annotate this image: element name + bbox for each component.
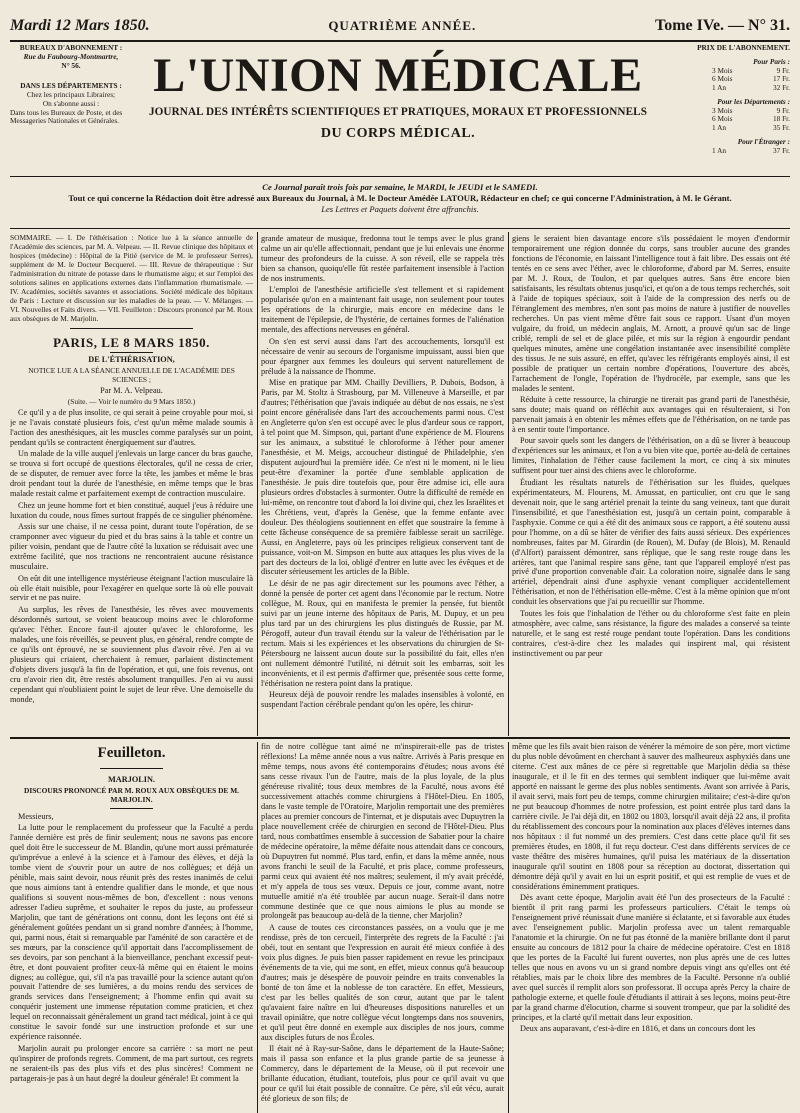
paragraph: On s'en est servi aussi dans l'art des accouchements, lorsqu'il est nécessaire de venir au secours de l'organisme impuissant, aussi bien que pour épargner aux femmes les douleurs qui servent naturellement de prélude à la naissance de l'homme. [261, 336, 504, 376]
feuilleton-subtitle: DISCOURS PRONONCÉ PAR M. ROUX AUX OBSÈQUES DE M. MARJOLIN. [23, 785, 240, 804]
paragraph: Réduite à cette ressource, la chirurgie ne tirerait pas grand parti de l'anesthésie, sans doute; mais quand on réfléchit aux avantages qui en résulteraient, si l'on parvenait jamais à en obtenir les mêmes effets que de l'éthérisation, on ne tarde pas à en sentir toute l'importance. [512, 395, 790, 434]
paragraph: Il était né à Ray-sur-Saône, dans le département de la Haute-Saône; mais il passa son enfance et la plus grande partie de sa jeunesse à Commercy, dans le département de la Meuse, où il put recevoir une brillante éducation, étudiant, toutefois, plus pour ce qu'il avait vu que pour ce qu'il lui était possible de connaître. Ce père, s'il eût vécu, aurait été glorieux de son fils; de [261, 1044, 504, 1103]
price-group-label: Pour les Départements : [717, 96, 790, 106]
departments-heading: DANS LES DÉPARTEMENTS : [20, 81, 122, 91]
notice-line3: Les Lettres et Paquets doivent être affranchis. [321, 204, 479, 215]
column-rule [508, 232, 509, 736]
issue-year: QUATRIÈME ANNÉE. [328, 18, 477, 33]
paragraph: On eût dit une intelligence mystérieuse éteignant l'action musculaire là où elle était nuisible, pour l'exagérer en quelque sorte là où elle pouvait servir et ne pas nuire. [10, 573, 253, 603]
feuilleton-column-1 [10, 742, 253, 1113]
price-row [662, 115, 790, 124]
divider [110, 352, 153, 353]
price-term: 3 Mois [712, 65, 733, 75]
issue-date: Mardi 12 Mars 1850. [10, 17, 150, 34]
paragraph: Le désir de ne pas agir directement sur les poumons avec l'éther, a donné la pensée de porter cet agent dans l'économie par le rectum. Notre collègue, M. Roux, qui en manifesta le premier la pensée, fut bientôt suivi par un jeune interne des hôpitaux de Paris, M. Dupuy, et un peu plus tard par un des chirurgiens les plus distingués de Russie, par M. Pérogoff, auteur d'un travail étendu sur la valeur de l'éthérisation par le rectum. Mais si les expériences et les observations du chirurgien de St-Pétersbourg ne laissent aucun doute sur la possibilité du fait, elles n'en ont nullement démontré l'utilité, ni détruit soit les embarras, soit les inconvénients, et il est permis d'affirmer que, présentée sous cette forme, l'éthérisation ne restera point dans la pratique. [261, 578, 504, 688]
publication-notice [10, 182, 790, 216]
notice-line2: Tout ce qui concerne la Rédaction doit être adressé aux Bureaux du Journal, à M. le Docteur Amédée LATOUR, Rédacteur en chef; ce qui concerne l'Administration, à M. le Gérant. [68, 193, 732, 204]
paragraph: Assis sur une chaise, il ne cessa point, durant toute l'opération, de se cramponner avec vigueur du pied et du bras sains à la table et contre un pilier voisin, pendant que de l'autre côté la luxation se réduisait avec une extrême facilité, que nos tractions ne rencontraient aucune résistance musculaire. [10, 522, 253, 572]
price-row [662, 75, 790, 84]
divider [110, 808, 153, 809]
price-groups [662, 58, 790, 156]
column-2 [261, 234, 504, 733]
masthead-topline [10, 14, 790, 38]
price-term: 3 Mois [712, 105, 733, 115]
newspaper-title: L'UNION MÉDICALE [153, 49, 643, 102]
price-value: 37 Fr. [772, 145, 790, 155]
paragraph: Heureux déjà de pouvoir rendre les malades insensibles à volonté, en suspendant l'action cérébrale pendant qu'on les opère, les chirur- [261, 690, 504, 710]
price-value: 35 Fr. [772, 123, 790, 132]
price-term: 1 An [712, 123, 726, 132]
price-term: 1 An [712, 145, 726, 155]
column-rule [257, 232, 258, 736]
paragraph: Un malade de la ville auquel j'enlevais un large cancer du bras gauche, se trouva si fort occupé de questions électorales, qu'il ne cessa de crier, de se disputer, de remuer avec force la tête, les jambes et même le bras droit pendant tout la durée de l'anesthésie, en même temps que le bras malade restait calme et parfaitement exempt de contraction musculaire. [10, 449, 253, 499]
price-value: 17 Fr. [772, 74, 790, 84]
header-bottom-rule [10, 228, 790, 229]
feuilleton-column-2 [261, 742, 504, 1113]
paragraph: Marjolin aurait pu prolonger encore sa carrière : sa mort ne peut qu'inspirer de profonds regrets. Comment, de ma part surtout, ces regrets ne seraient-ils pas des plus vifs et des plus sincères! Comment ne partagerais-je pas à un haut degré la douleur générale! Et comment la [10, 1043, 253, 1083]
paragraph: même que les fils avait bien raison de vénérer la mémoire de son père, mort victime du plus noble dévoûment en cherchant à sauver des malheureux asphyxiés dans une citerne. C'est aux mânes de ce père si regrettable que Marjolin dédia sa thèse inaugurale, et il le fit en des termes qui semblent indiquer que lui-même avait apporté en naissant le germe des plus nobles sentiments. Avant son arrivée à Paris, il avait servi, mais fort peu de temps, comme chirurgien militaire; c'est-à-dire qu'on ne put beaucoup d'hommes de notre profession, est point entrée plus tard dans la carrière civile. Je l'ai déjà dit, en 1802 ou 1803, lorsqu'il avait déjà 22 ans, il profita du rétablissement des concours pour la nomination aux places d'élèves internes dans nos hôpitaux : il fut nommé un des premiers. C'est dans cette place qu'il fit ses premières études, en 1808, il fut reçu docteur. C'est dans différents services de ce vaste théâtre des misères humaines, qu'il puisa les matériaux de la dissertation inaugurale qu'il soutint en 1808 pour sa réception au doctorat, dissertation qui démontre déjà qu'il y avait en lui un esprit positif, et qui est remplie de vues et de considérations éminemment pratiques. [512, 742, 790, 891]
salutation: Messieurs, [18, 811, 54, 821]
price-value: 9 Fr. [776, 105, 790, 115]
price-value: 32 Fr. [772, 83, 790, 92]
paragraph: Étudiant les résultats naturels de l'éthérisation sur les fluides, quelques expérimentateurs, M. Flourens, M. Amussat, en particulier, ont cru que le sang devenait noir, que le sang artériel prenait la teinte du sang veineux, tant que durait l'insensibilité, et que l'anesthésiation est, jusqu'à un certain point, comparable à l'asphyxie. Comme ce qui a été dit des animaux sous ce rapport, a été soutenu aussi pour l'homme, on a dû se hâter de vérifier des faits aussi sérieux. Des expériences nombreuses, faites par M. Girardin (de Rouen), M. Dufay (de Blois), M. Renauld (d'Alfort) paraissent démontrer, sans réplique, que le sang reste rouge dans les artères, tant que l'animal respire sans gêne, tant que l'appareil employé n'est pas privé d'une proportion convenable d'air. La coloration noire, signalée dans le sang artériel, dépendrait ainsi d'une asphyxie venant compliquer accidentellement l'éthérisation, et non de l'éthérisation elle-même. C'est à la même opinion que m'ont conduit les observations que j'ai pu recueillir sur l'homme. [512, 477, 790, 607]
article-author: Par M. A. Velpeau. [100, 386, 163, 396]
masthead [136, 49, 660, 142]
price-value: 9 Fr. [776, 65, 790, 75]
paragraph: Au surplus, les rêves de l'anesthésie, les rêves avec mouvements désordonnés surtout, se voient beaucoup moins avec le chloroforme qu'avec l'éther. Encore faut-il ajouter qu'avec le chloroforme, les malades, une fois réveillés, se peuvent plus, en général, rendre compte de ce qu'ils ont éprouvé, ne se souviennent plus d'avoir rêvé. J'en ai vu plusieurs qui criaient, cherchaient à remuer, parlaient distinctement d'objets divers jusqu'à la fin de l'opération, et qui, une fois revenus, ont cru n'avoir rien dit, être restés absolument tranquilles. J'en ai vu aussi cependant qui n'oubliaient point le sujet de leur rêve. Une demoiselle du monde, [10, 604, 253, 704]
column-rule [257, 742, 258, 1113]
paragraph: Ce qu'il y a de plus insolite, ce qui serait à peine croyable pour moi, si je ne l'avais constaté plusieurs fois, c'est qu'un même malade soumis à l'action des anesthésiques, ait les muscles comme paralysés sur un point, pendant qu'ils se contractent énergiquement sur d'autres. [10, 408, 253, 447]
feuilleton-label: Feuilleton. [97, 745, 166, 761]
price-group-label: Pour Paris : [753, 56, 790, 66]
paragraph: Pour savoir quels sont les dangers de l'éthérisation, on a dû se livrer à beaucoup d'expériences sur les animaux, et l'on a vu bien vite que, portée au-delà de certaines limites, l'inhalation de l'éther cause facilement la mort, ce cinq à six minutes suffisent pour tuer ainsi des chiens avec le chloroforme. [512, 436, 790, 476]
bureaux-line3: Dans tous les Bureaux de Poste, et des Messageries Nationales et Générales. [10, 107, 123, 126]
column-1 [10, 234, 253, 733]
divider [100, 768, 163, 769]
paragraph: Dès avant cette époque, Marjolin avait été l'un des prosecteurs de la Faculté : bientôt il prit rang parmi les professeurs particuliers. C'était le temps où l'enseignement privé réunissait d'une manière si éclatante, et si favorable aux études avec l'enseignement public. Marjolin professa avec un talent remarquable l'anatomie et la chirurgie. On ne fut pas étonné de la manière brillante dont il parut ensuite au concours de 1812 pour la chaire de médecine opératoire. C'est en 1818 que les portes de la Faculté lui furent ouvertes, non plus après une de ces luttes telles que nous en avons vu un si grand nombre depuis vingt ans qu'elles ont été rétablies, mais par le choix libre des membres de la Faculté. Personne n'a oublié avec quel succès il remplit alors son professorat. Il occupa après Percy la chaire de pathologie externe, et quelle foule d'étudiants il attirait à ses leçons, moins peut-être par la grand charme d'élocution, charme si souvent trompeur, que par la solidité des principes, et la clarté qu'il mettait dans leur exposition. [512, 893, 790, 1022]
paragraph: La lutte pour le remplacement du professeur que la Faculté a perdu l'année dernière est près de finir seulement; nous ne savons pas encore quel doit être le successeur de M. Blandin, qu'une mort aussi prématurée qu'imprévue a enlevé à la science et à l'amour des élèves, et déjà la tombe vient de s'ouvrir pour un autre de nos collègues; et déjà un pénible, mais saint devoir, nous réunit près des restes inanimés de celui que nous aimions tant à entendre qualifier dans le monde, et que nous qualifions si souvent nous-mêmes de bon, d'excellent : nous venons adresser l'adieu suprême, et souhaiter le repos du juste, au professeur Marjolin, que tant de générations ont connu, dont les leçons ont été si généralement goûtées pendant un si grand nombre d'années; à l'homme, qui, parmi nous, était si remarquable par l'aménité de son caractère et de ses mœurs, par la conscience qu'il apportait dans l'accomplissement de ses devoirs, par son penchant à la bienveillance, penchant excessif peut-être, et dont pouvaient profiter ceux-là même qui en étaient le moins dignes; au collègue, qui, s'il n'a pas travaillé pour la science autant qu'on pouvait l'attendre de ses lumières, a du moins rendu des services de grands services dans l'enseignement; à l'homme enfin qui avait su conquérir justement une immense réputation comme praticien, et chez lequel on reconnaissait généralement un grand tact médical, joint à ce qui constitue le savoir fondé sur une instruction profonde et sur une expérience raisonnée. [10, 822, 253, 1042]
paragraph: Toutes les fois que l'inhalation de l'éther ou du chloroforme s'est faite en plein atmosphère, avec calme, sans résistance, la figure des malades a conservé sa teinte naturelle, et le sang est resté rouge pendant toute l'opération. Dans les conditions contraires, c'est-à-dire chez les malades qui inspirent mal, qui résistent instinctivement ou par peur [512, 608, 790, 658]
top-rule [10, 40, 790, 42]
newspaper-subtitle2: DU CORPS MÉDICAL. [320, 126, 476, 141]
feuilleton-rule [10, 737, 790, 739]
bureaux-heading: BUREAUX D'ABONNEMENT : [19, 43, 123, 52]
feuilleton-title: MARJOLIN. [108, 775, 155, 785]
issue-volume: Tome IVe. — N° 31. [655, 17, 790, 34]
newspaper-subtitle: JOURNAL DES INTÉRÊTS SCIENTIFIQUES ET PRATIQUES, MORAUX ET PROFESSIONNELS [148, 106, 648, 118]
bureaux-line2: On s'abonne aussi : [42, 98, 100, 108]
paragraph: Chez un jeune homme fort et bien constitué, auquel j'eus à réduire une luxation du coude, nous fîmes surtout frappés de ce singulier phénomène. [10, 500, 253, 520]
price-row [662, 147, 790, 156]
notice-line1: Ce Journal paraît trois fois par semaine, le MARDI, le JEUDI et le SAMEDI. [262, 182, 538, 192]
price-row [662, 84, 790, 93]
paragraph: Deux ans auparavant, c'est-à-dire en 1816, et dans un concours dont les [520, 1024, 756, 1034]
article-subheading: NOTICE LUE A LA SÉANCE ANNUELLE DE L'ACADÉMIE DES SCIENCES ; [28, 365, 235, 384]
prices-heading: PRIX DE L'ABONNEMENT. [697, 43, 790, 52]
paragraph: giens le seraient bien davantage encore s'ils possédaient le moyen d'endormir temporairement une région donnée du corps, sans troubler aucune des grandes fonctions de l'économie, en laissant l'intelligence tout à fait libre. Des essais ont été tentés en ce sens avec l'éther, avec le chloroforme, d'abord par M. Serres, ensuite par M. J. Roux, de Toulon, et par quelques autres. Sans être encore bien satisfaisants, les résultats obtenus jusqu'ici, et qu'on a de tous temps recherchés, soit à l'aide de topiques spéciaux, soit à l'aide de la compression des nerfs ou de l'étranglement des membres, n'en sont pas moins de nature à justifier de nouvelles recherches. Un pas vient même d'être fait sous ce rapport. Usant d'un moyen vulgaire, du froid, un médecin anglais, M. Arnott, a prouvé qu'un sac de linge criblé, rempli de sel et de glace pilée, et mis sur la région à engourdir pendant quelques minutes, amène une congélation instantanée avec insensibilité complète des tissus. Je ne suis assuré, en effet, qu'avec les réfrigérants employés ainsi, il est possible de pratiquer un certain nombre d'opérations, l'ouverture des abcès, l'arrachement de l'ongle, l'opération de l'hydrocèle, par exemple, sans que les malades le sentent. [512, 234, 790, 393]
bureaux-line1: Chez les principaux Libraires; [26, 90, 116, 99]
feuilleton-column-3 [512, 742, 790, 1113]
paragraph: Mise en pratique par MM. Chailly Devilliers, P. Dubois, Bodson, à Paris, par M. Stoltz à Strasbourg, par M. Villeneuve à Marseille, et par d'autres; l'éthérisation que j'avais indiquée au début de nos essais, ne s'est point encore généralisée dans l'art des accouchements parmi nous. C'est en Angleterre qu'on s'en est occupé avec le plus d'ardeur sous ce rapport, à tel point que M. Simpson, qui, partant d'une expérience de M. Flourens sur les animaux, a substitué le chloroforme à l'éther pour amener l'anesthésie, et M. Meigs, accoucheur distingué de Philadelphie, s'en disputent aujourd'hui la première idée. Ce n'est ni le moment, ni le lieu peut-être d'examiner la portée d'une semblable application de l'anesthésie. Je puis dire toutefois que, pour être admise ici, elle aura plusieurs ordres d'obstacles à surmonter. Outre la difficulté de remède en lui-même, on rencontre tout d'abord la loi divine qui, chez les Israélites et les Chrétiens, veut, d'après la Genèse, que la femme enfante avec douleur. Des théologiens soutiennent en effet que soustraire la femme à cette fâcheuse conséquence de sa première faiblesse serait un sacrilège. Aussi, en Angleterre, pays où les principes religieux conservent tant de puissance, voit-on M. Simpson en butte aux attaques les plus vives de la part des docteurs de la loi, obligé d'entrer en lutte avec les évêques et de discuter sérieusement les articles de la Bible. [261, 378, 504, 577]
dateline: PARIS, LE 8 MARS 1850. [53, 334, 210, 350]
price-group-label: Pour l'Étranger : [737, 136, 790, 146]
article-suite: (Suite. — Voir le numéro du 9 Mars 1850.) [67, 396, 196, 406]
paragraph: fin de notre collègue tant aimé ne m'inspirerait-elle pas de tristes réflexions! La même année nous a vus naître. Arrivés à Paris presque en même temps, nous avons été contemporains d'études; nous avons été sans cesse rivaux l'un de l'autre, mais de la plus loyale, de la plus généreuse rivalité; tous deux membres de la Faculté, nous avons été successivement attachés comme chirurgiens à l'Hôtel-Dieu. En 1805, dans le vaste temple de l'Oratoire, Marjolin remportait une des premières places au premier concours de l'internat, et je disputais avec Dupuytren la place nouvellement créée de chirurgien en second de l'Hôtel-Dieu. Plus tard, nous combattîmes ensemble à succession de Sabatier pour la chaire de médecine opératoire, la même défaite nous attendait dans ce concours, où Dupuytren fut nommé. Plus tard, enfin, et dans la même année, nous avons franchi le seuil de la Faculté, et pris place, comme professeurs, parmi ceux qui avaient été nos maîtres; seulement, il m'y avait précédé, et m'y appela de tous ses vœux. Depuis ce jour, comme avant, notre mutuelle amitié n'a été troublée par aucun nuage. Serait-il dans notre commune destinée que ce que nous aimions le plus au monde se prolongeât pas beaucoup au-delà de la tienne, cher Marjolin? [261, 742, 504, 921]
paragraph: A cause de toutes ces circonstances passées, on a voulu que je me rendisse, près de ton cercueil, l'interprète des regrets de la Faculté : j'ai obéi, tout en sentant que l'expression en aurait été mieux confiée à des voix plus dignes. Je puis bien passer rapidement en revue les principaux événements de ta vie, qui me sont, en effet, mieux connus qu'à beaucoup d'autres; mais je désespère de pouvoir peindre en traits convenables la bonté de ton âme et la noblesse de ton caractère. En effet, Messieurs, c'est par les belles qualités de son cœur, autant que par le talent qu'avaient faire naître en lui d'heureuses dispositions naturelles et un travail opiniâtre, que notre collègue vécut longtemps dans nos souvenirs, et qu'il peut être donné en exemple aux disciples de nos jours, comme aux disciples futurs de nos Écoles. [261, 922, 504, 1042]
price-value: 18 Fr. [772, 114, 790, 124]
price-term: 6 Mois [712, 114, 733, 124]
column-rule [508, 742, 509, 1113]
sommaire: SOMMAIRE. — I. De l'éthérisation : Notice lue à la séance annuelle de l'Académie des sciences, par M. A. Velpeau. — II. Revue clinique des hôpitaux et hospices (médecine) : Hôpital de la Pitié (service de M. le professeur Serres), supplément de M. le Docteur Becquerel. — III. Revue de thérapeutique : Sur l'administration du nitrate de potasse dans le rhumatisme aigu; et sur l'emploi des solutions salines en applications externes dans l'inflammation rhumatismale. — IV. Académies, sociétés savantes et associations. Société médicale des hôpitaux de Paris : Lecture et discussion sur les maladies de la peau. — V. Mélanges. — VI. Nouvelles et Faits divers. — VII. Feuilleton : Discours prononcé par M. Roux aux obsèques de M. Marjolin. [10, 234, 253, 323]
article-heading: DE L'ÉTHÉRISATION, [88, 355, 175, 365]
masthead-bottom-rule [10, 176, 790, 177]
column-3 [512, 234, 790, 733]
price-term: 6 Mois [712, 74, 733, 84]
bureaux-number: N° 56. [61, 60, 81, 70]
paragraph: L'emploi de l'anesthésie artificielle s'est tellement et si rapidement popularisée qu'on en a maintenant fait usage, non seulement pour toutes les opérations de la chirurgie, mais encore en médecine dans le traitement de l'épilepsie, de l'hystérie, de certaines formes de l'aliénation mentale, des affections nerveuses en général. [261, 285, 504, 335]
divider [70, 328, 193, 329]
price-term: 1 An [712, 83, 726, 92]
bureaux-box [10, 44, 132, 126]
paragraph: grande amateur de musique, fredonna tout le temps avec le plus grand calme un air qu'elle affectionnait, pendant que je lui enlevais une énorme tumeur des profondeurs de la cuisse. A son réveil, elle se rappela très bien sa chanson, quoiqu'elle fût restée parfaitement insensible à l'action de nos instruments. [261, 234, 504, 283]
prices-box [662, 44, 790, 155]
price-row [662, 124, 790, 133]
bureaux-street: Rue du Faubourg-Montmartre, [23, 51, 119, 61]
